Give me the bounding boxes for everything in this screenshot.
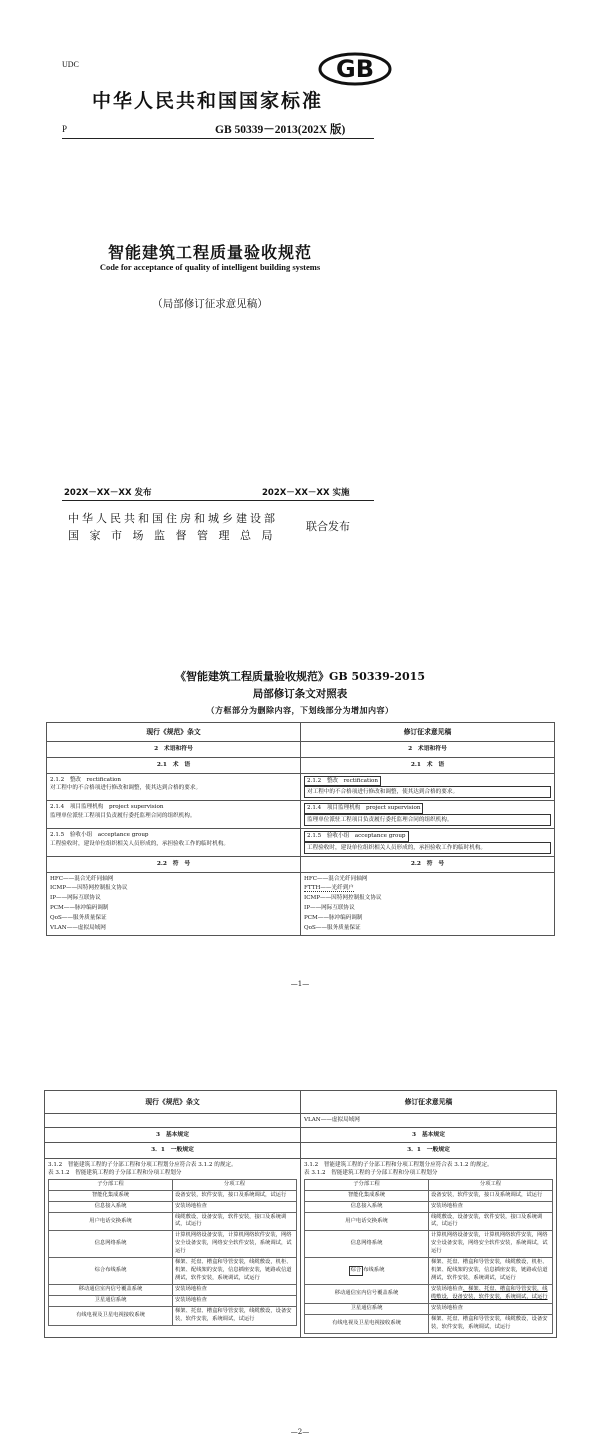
comparison-table-2: [44, 1090, 557, 1338]
page-number: —1—: [290, 980, 310, 988]
clause-right: 3.1.2 智能建筑工程的子分部工程和分项工程划分应符合表 3.1.2 的规定。 表 3.1.2 智能建筑工程的子分部工程和分项工程划分 子分部工程 分项工程 智能化集成系统 设备安装，软件安装，接口及系统调试，试运行 信息接入系统 安装场地检查 用户电话交换系统 线缆敷设，设备安装，软件安装，接口及系统调试，试运行 信息网络系统 计算机网络设备安装，计算机网络软件安装，网络安全设备安装，网络安全软件安装，系统调试，试运行 综合 布线系统 梯架、托盘、槽盒和导管安装，线缆敷设，机柜、机架、配线架的安装，信息插座安装，链路或信道测试，软件安装，系统调试，试运行 移动通信室内信号覆盖系统 安装场地检查、梯架、托盘、槽盒和导管安装，线缆敷设，设备安装，软件安装，系统调试，试运行 卫星通信系统 安装场地检查 有线电视及卫星电视接收系统 梯架、托盘、槽盒和导管安装，线缆敷设，设备安装，软件安装，系统调试，试运行: [301, 1158, 557, 1337]
publisher-administration: 国家市场监督管理总局: [68, 529, 283, 542]
cabling-system-cell: 综合 布线系统: [305, 1258, 429, 1285]
effective-date: 202X－XX－XX 实施: [262, 488, 350, 498]
divider: [62, 500, 374, 501]
joint-release: 联合发布: [306, 520, 350, 533]
section-heading: 3 基本规定: [45, 1127, 301, 1143]
divider: [62, 138, 374, 139]
symbols-right: HFC——混合光纤同轴网 FTTH——光纤到户 ICMP——因特网控制报文协议 IP——网际互联协议 PCM——脉冲编码调制 QoS——服务质量保证: [301, 872, 555, 936]
release-date: 202X－XX－XX 发布: [64, 488, 152, 498]
cn-title: 智能建筑工程质量验收规范: [107, 243, 312, 262]
gb-logo-icon: [318, 52, 392, 86]
page-number: —2—: [290, 1428, 310, 1436]
col-left-header: 现行《规范》条文: [45, 1091, 301, 1114]
added-symbol: FTTH——光纤到户: [304, 885, 354, 892]
clause-left: 3.1.2 智能建筑工程的子分部工程和分项工程划分应符合表 3.1.2 的规定。 表 3.1.2 智能建筑工程的子分部工程和分项工程划分 子分部工程 分项工程 智能化集成系统 设备安装，软件安装，接口及系统调试，试运行 信息接入系统 安装场地检查 用户电话交换系统 线缆敷设，设备安装，软件安装，接口及系统调试，试运行 信息网络系统 计算机网络设备安装，计算机网络软件安装，网络安全设备安装，网络安全软件安装，系统调试，试运行 综合布线系统 梯架、托盘、槽盒和导管安装，线缆敷设，机柜、机架、配线架的安装，信息插座安装，链路或信道测试，软件安装，系统调试，试运行 移动通信室内信号覆盖系统 安装场地检查 卫星通信系统 安装场地检查 有线电视及卫星电视接收系统 梯架、托盘、槽盒和导管安装，线缆敷设，设备安装，软件安装，系统调试，试运行: [45, 1158, 301, 1337]
col-right-header: 修订征求意见稿: [301, 1091, 557, 1114]
page1-note: （方框部分为删除内容，下划线部分为增加内容）: [206, 705, 394, 715]
draft-label: （局部修订征求意见稿）: [152, 298, 268, 310]
standard-title: 中华人民共和国国家标准: [92, 90, 324, 112]
section-heading: 2 术语和符号: [47, 742, 301, 758]
standard-code: GB 50339－2013(202X 版): [215, 124, 346, 136]
term-right-deleted: 2.1.4 项目监理机构 project supervision 监理单位派驻工程项目负责履行委托监理合同的组织机构。: [301, 801, 555, 829]
section-heading: 2 术语和符号: [301, 742, 555, 758]
term-right-deleted: 2.1.2 整改 rectification 对工程中的不合格项进行修改和调整，使其达到合格的要求。: [301, 773, 555, 801]
p-label: P: [62, 124, 68, 134]
subsection-heading: 2.2 符 号: [301, 856, 555, 872]
en-title: Code for acceptance of quality of intelligent building systems: [99, 262, 321, 272]
page1-title: 《智能建筑工程质量验收规范》GB 50339-2015: [175, 670, 425, 683]
publisher-ministry: 中华人民共和国住房和城乡建设部: [68, 512, 278, 525]
symbols-left: HFC——混合光纤同轴网 ICMP——因特网控制报文协议 IP——网际互联协议 PCM——脉冲编码调制 QoS——服务质量保证 VLAN——虚拟局域网: [47, 872, 301, 936]
comparison-table-1: [46, 722, 555, 936]
term-left: 2.1.5 验收小组 acceptance group 工程验收时，建设单位组织相关人员形成的，承担验收工作的临时机构。: [47, 829, 301, 857]
subsection-heading: 3．1 一般规定: [45, 1143, 301, 1159]
udc-label: UDC: [62, 60, 79, 69]
vlan-symbol: VLAN——虚拟局域网: [301, 1114, 557, 1127]
division-table-left: 子分部工程 分项工程 智能化集成系统 设备安装，软件安装，接口及系统调试，试运行 信息接入系统 安装场地检查 用户电话交换系统 线缆敷设，设备安装，软件安装，接口及系统调试，试运行 信息网络系统 计算机网络设备安装，计算机网络软件安装，网络安全设备安装，网络安全软件安装，系统调试，试运行 综合布线系统 梯架、托盘、槽盒和导管安装，线缆敷设，机柜、机架、配线架的安装，信息插座安装，链路或信道测试，软件安装，系统调试，试运行 移动通信室内信号覆盖系统 安装场地检查 卫星通信系统 安装场地检查 有线电视及卫星电视接收系统 梯架、托盘、槽盒和导管安装，线缆敷设，设备安装，软件安装，系统调试，试运行: [48, 1179, 297, 1326]
subsection-heading: 2.1 术 语: [47, 757, 301, 773]
term-right-deleted: 2.1.5 验收小组 acceptance group 工程验收时，建设单位组织相关人员形成的，承担验收工作的临时机构。: [301, 829, 555, 857]
section-heading: 3 基本规定: [301, 1127, 557, 1143]
term-left: 2.1.2 整改 rectification 对工程中的不合格项进行修改和调整，使其达到合格的要求。: [47, 773, 301, 801]
empty-cell: [45, 1114, 301, 1127]
subsection-heading: 3．1 一般规定: [301, 1143, 557, 1159]
mobile-coverage-cell: 安装场地检查、梯架、托盘、槽盒和导管安装，线缆敷设，设备安装，软件安装，系统调试，试运行: [429, 1285, 553, 1304]
page1-subtitle: 局部修订条文对照表: [252, 688, 348, 700]
svg-text:GB: GB: [336, 55, 374, 83]
subsection-heading: 2.2 符 号: [47, 856, 301, 872]
col-right-header: 修订征求意见稿: [301, 723, 555, 742]
term-left: 2.1.4 项目监理机构 project supervision 监理单位派驻工程项目负责履行委托监理合同的组织机构。: [47, 801, 301, 829]
division-table-right: 子分部工程 分项工程 智能化集成系统 设备安装，软件安装，接口及系统调试，试运行 信息接入系统 安装场地检查 用户电话交换系统 线缆敷设，设备安装，软件安装，接口及系统调试，试运行 信息网络系统 计算机网络设备安装，计算机网络软件安装，网络安全设备安装，网络安全软件安装，系统调试，试运行 综合 布线系统 梯架、托盘、槽盒和导管安装，线缆敷设，机柜、机架、配线架的安装，信息插座安装，链路或信道测试，软件安装，系统调试，试运行 移动通信室内信号覆盖系统 安装场地检查、梯架、托盘、槽盒和导管安装，线缆敷设，设备安装，软件安装，系统调试，试运行 卫星通信系统 安装场地检查 有线电视及卫星电视接收系统 梯架、托盘、槽盒和导管安装，线缆敷设，设备安装，软件安装，系统调试，试运行: [304, 1179, 553, 1334]
subsection-heading: 2.1 术 语: [301, 757, 555, 773]
col-left-header: 现行《规范》条文: [47, 723, 301, 742]
